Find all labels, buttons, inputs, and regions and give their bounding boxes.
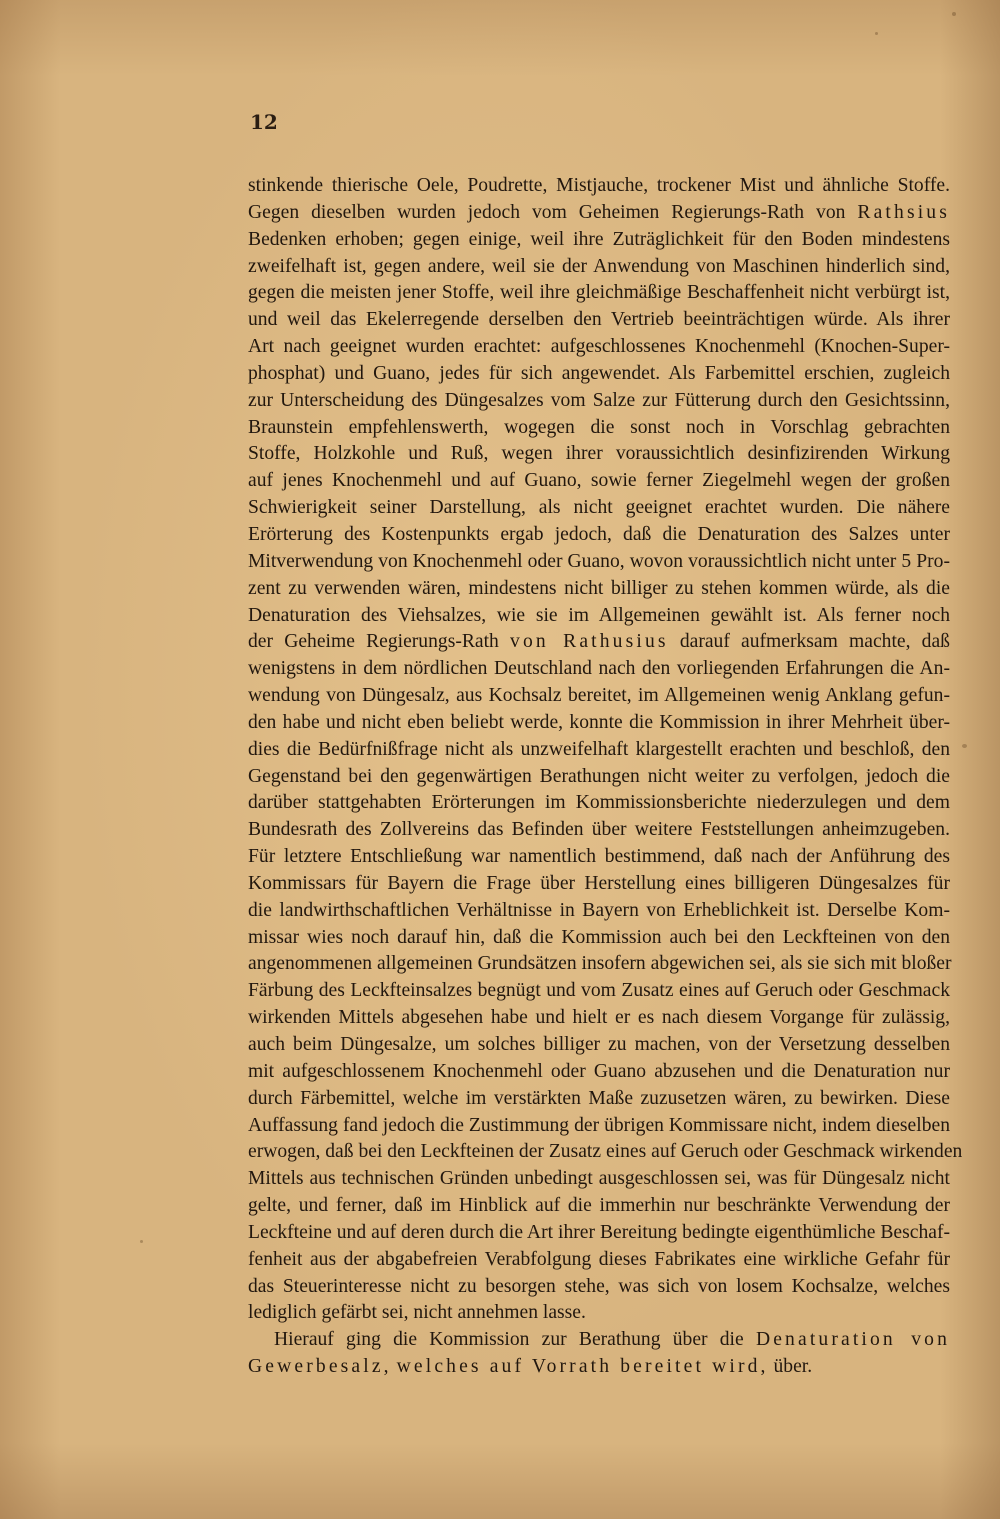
text-line: auf jenes Knochenmehl und auf Guano, sowie ferner Ziegelmehl wegen der großen xyxy=(248,470,950,492)
text-line: Färbung des Leckfteinsalzes begnügt und vom Zusatz eines auf Geruch oder Geschmack xyxy=(248,980,950,1002)
text-line: Gegen dieselben wurden jedoch vom Geheimen Regierungs-Rath von Rathsius xyxy=(248,201,950,223)
text-line: Für letztere Entschließung war namentlich bestimmend, daß nach der Anführung des xyxy=(248,846,950,868)
text-line: stinkende thierische Oele, Poudrette, Mistjauche, trockener Mist und ähnliche Stoffe. xyxy=(248,175,950,196)
text-line: Leckfteine und auf deren durch die Art ihrer Bereitung bedingte eigenthümliche Beschaf- xyxy=(248,1221,950,1243)
text-line: durch Färbemittel, welche im verstärkten Maße zuzusetzen wären, zu bewirken. Diese xyxy=(248,1087,950,1109)
text-line: fenheit aus der abgabefreien Verabfolgung dieses Fabrikates eine wirkliche Gefahr für xyxy=(248,1248,950,1270)
text-line: gegen die meisten jener Stoffe, weil ihre gleichmäßige Beschaffenheit nicht verbürgt ist, xyxy=(248,282,950,304)
text-line: Mittels aus technischen Gründen unbedingt ausgeschlossen sei, was für Düngesalz nicht xyxy=(248,1168,950,1190)
text-line: Braunstein empfehlenswerth, wogegen die sonst noch in Vorschlag gebrachten xyxy=(248,416,950,438)
text-line: missar wies noch darauf hin, daß die Kommission auch bei den Leckfteinen von den xyxy=(248,926,950,948)
text-line: Hierauf ging die Kommission zur Berathung über die Denaturation von xyxy=(274,1329,951,1351)
text-line: mit aufgeschlossenem Knochenmehl oder Guano abzusehen und die Denaturation nur xyxy=(248,1060,950,1082)
text-line: Mitverwendung von Knochenmehl oder Guano, wovon voraussichtlich nicht unter 5 Pro- xyxy=(248,550,950,572)
text-line: wendung von Düngesalz, aus Kochsalz bereitet, im Allgemeinen wenig Anklang gefun- xyxy=(248,685,950,707)
emphasized-term: Denaturation von xyxy=(755,1329,951,1351)
text-line: Kommissars für Bayern die Frage über Herstellung eines billigeren Düngesalzes für xyxy=(248,872,950,894)
paper-speck xyxy=(952,12,956,16)
page-number: 12 xyxy=(250,110,278,134)
text-line: das Steuerinteresse nicht zu besorgen stehe, was sich von losem Kochsalze, welches xyxy=(248,1275,950,1297)
text-line: auch beim Düngesalze, um solches billiger zu machen, von der Versetzung desselben xyxy=(248,1034,950,1055)
text-line: wirkenden Mittels abgesehen habe und hielt er es nach diesem Vorgange für zulässig, xyxy=(248,1007,950,1029)
text-line: Schwierigkeit seiner Darstellung, als nicht geeignet erachtet wurden. Die nähere xyxy=(248,497,950,519)
text-line: dies die Bedürfnißfrage nicht als unzweifelhaft klargestellt erachten und beschloß, den xyxy=(248,738,950,760)
text-line: darüber stattgehabten Erörterungen im Kommissionsberichte niederzulegen und dem xyxy=(248,792,950,814)
text-line: Denaturation des Viehsalzes, wie sie im Allgemeinen gewählt ist. Als ferner noch xyxy=(248,604,950,626)
text-line: lediglich gefärbt sei, nicht annehmen lasse. xyxy=(248,1302,586,1324)
text-line: gelte, und ferner, daß im Hinblick auf die immerhin nur beschränkte Verwendung der xyxy=(248,1195,950,1217)
text-line: Bedenken erhoben; gegen einige, weil ihre Zuträglichkeit für den Boden mindestens xyxy=(248,228,950,250)
paper-speck xyxy=(875,32,878,35)
text-line: Bundesrath des Zollvereins das Befinden über weitere Feststellungen anheimzugeben. xyxy=(248,819,950,841)
emphasized-name: Rathsius xyxy=(857,201,950,223)
text-line: Art nach geeignet wurden erachtet: aufgeschlossenes Knochenmehl (Knochen-Super- xyxy=(248,336,950,358)
text-line: zweifelhaft ist, gegen andere, weil sie der Anwendung von Maschinen hinderlich sind, xyxy=(248,255,950,277)
text-line: Gegenstand bei den gegenwärtigen Berathungen nicht weiter zu verfolgen, jedoch die xyxy=(248,765,950,787)
paper-speck xyxy=(962,744,967,748)
text-line: Erörterung des Kostenpunkts ergab jedoch, daß die Denaturation des Salzes unter xyxy=(248,523,950,545)
body-text xyxy=(248,173,963,1381)
emphasized-name: von Rathusius xyxy=(510,631,669,653)
text-line: den habe und nicht eben beliebt werde, konnte die Kommission in ihrer Mehrheit über- xyxy=(248,711,950,733)
emphasized-phrase: welches auf Vorrath bereitet wird, xyxy=(396,1356,769,1378)
text-line: erwogen, daß bei den Leckfteinen der Zusatz eines auf Geruch oder Geschmack wirkenden xyxy=(248,1141,963,1163)
paragraph-2 xyxy=(248,1327,950,1381)
text-line: zent zu verwenden wären, mindestens nicht billiger zu stehen kommen würde, als die xyxy=(248,577,950,599)
text-line: wenigstens in dem nördlichen Deutschland nach den vorliegenden Erfahrungen die An- xyxy=(248,658,950,680)
paper-speck xyxy=(140,1240,143,1243)
paragraph-1 xyxy=(248,173,963,1327)
text-line: und weil das Ekelerregende derselben den Vertrieb beeinträchtigen würde. Als ihrer xyxy=(248,309,950,331)
text-line: phosphat) und Guano, jedes für sich angewendet. Als Farbemittel erschien, zugleich xyxy=(248,362,950,384)
text-line: der Geheime Regierungs-Rath von Rathusius darauf aufmerksam machte, daß xyxy=(248,631,950,653)
text-line: Gewerbesalz, welches auf Vorrath bereitet wird, über. xyxy=(248,1356,813,1378)
text-line: Stoffe, Holzkohle und Ruß, wegen ihrer voraussichtlich desinfizirenden Wirkung xyxy=(248,443,950,465)
text-line: zur Unterscheidung des Düngesalzes vom Salze zur Fütterung durch den Gesichtssinn, xyxy=(248,389,950,411)
text-line: die landwirthschaftlichen Verhältnisse in Bayern von Erheblichkeit ist. Derselbe Kom- xyxy=(248,899,950,921)
text-line: Auffassung fand jedoch die Zustimmung der übrigen Kommissare nicht, indem dieselben xyxy=(248,1114,950,1136)
text-line: angenommenen allgemeinen Grundsätzen insofern abgewichen sei, als sie sich mit bloßer xyxy=(248,953,952,975)
